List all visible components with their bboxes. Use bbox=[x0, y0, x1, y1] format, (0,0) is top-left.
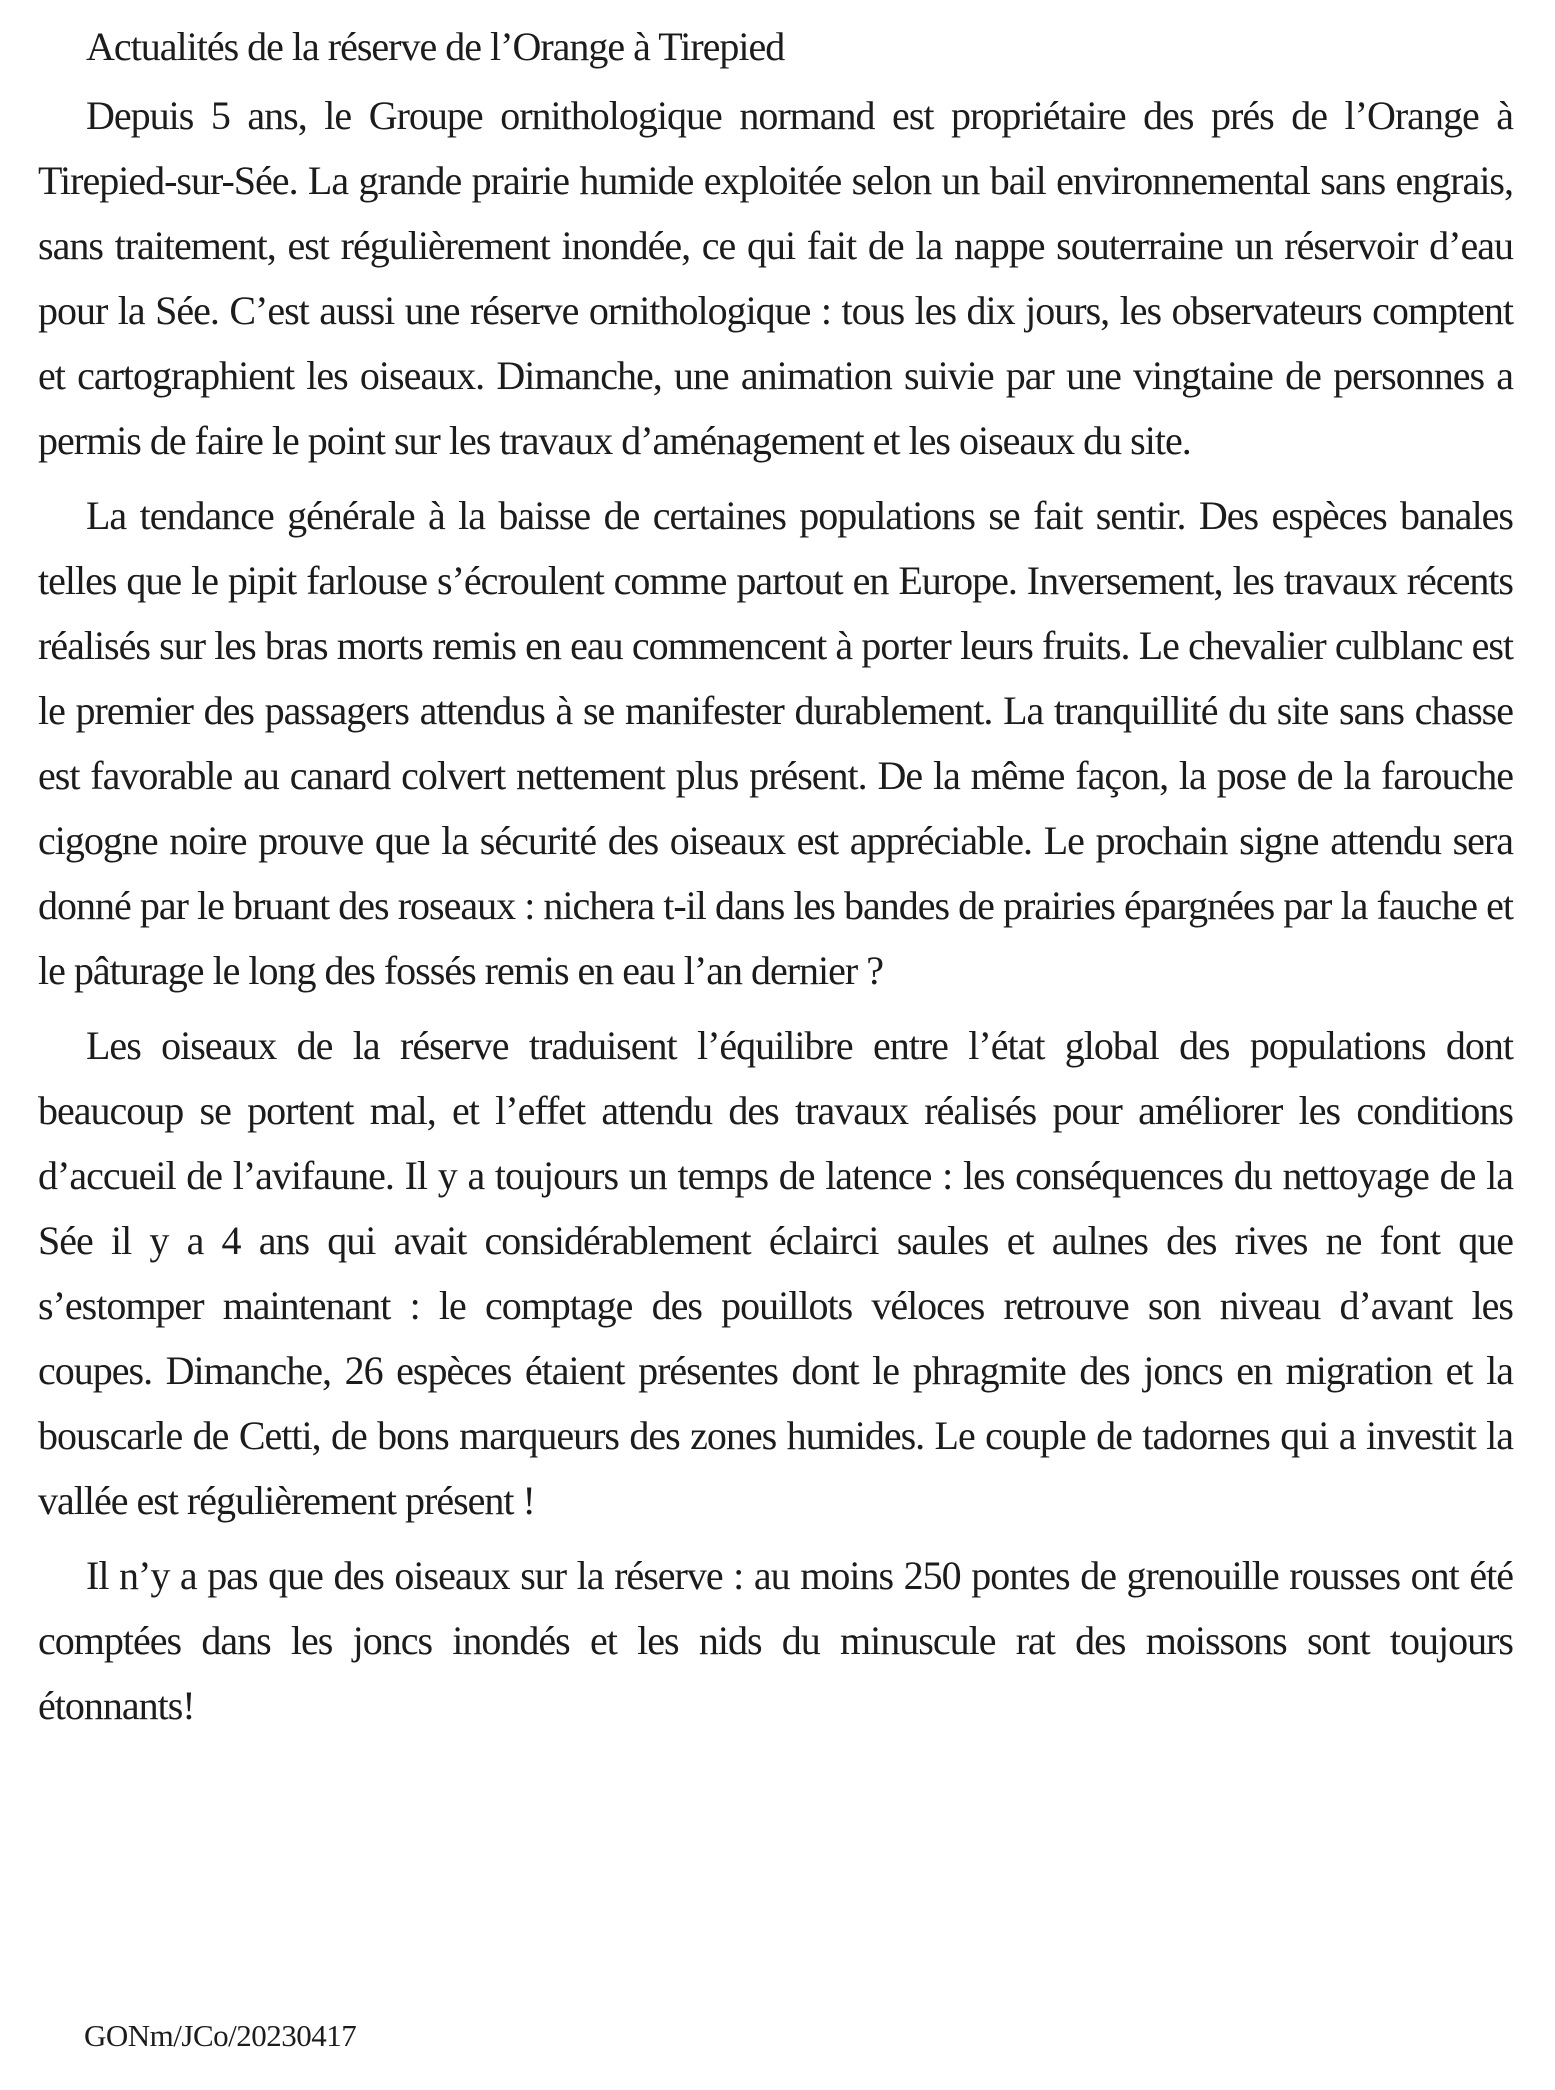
paragraph-other-wildlife: Il n’y a pas que des oiseaux sur la réserve : au moins 250 pontes de grenouille rousses ont été comptées dans les joncs inondés et les nids du minuscule rat des moissons sont toujours étonnants! bbox=[38, 1553, 1513, 1728]
document-title: Actualités de la réserve de l’Orange à Tirepied bbox=[86, 24, 785, 69]
document-page bbox=[38, 14, 1513, 1748]
paragraph-population-trends: La tendance générale à la baisse de certaines populations se fait sentir. Des espèces banales telles que le pipit farlouse s’écroulent comme partout en Europe. Inversement, les travaux récents réalisés sur les bras morts remis en eau commencent à porter leurs fruits. Le chevalier culblanc est le premier des passagers attendus à se manifester durablement. La tranquillité du site sans chasse est favorable au canard colvert nettement plus présent. De la même façon, la pose de la farouche cigogne noire prouve que la sécurité des oiseaux est appréciable. Le prochain signe attendu sera donné par le bruant des roseaux : nichera t-il dans les bandes de prairies épargnées par la fauche et le pâturage le long des fossés remis en eau l’an dernier ? bbox=[38, 493, 1513, 993]
paragraph-bird-balance: Les oiseaux de la réserve traduisent l’équilibre entre l’état global des populations dont beaucoup se portent mal, et l’effet attendu des travaux réalisés pour améliorer les conditions d’accueil de l’avifaune. Il y a toujours un temps de latence : les conséquences du nettoyage de la Sée il y a 4 ans qui avait considérablement éclairci saules et aulnes des rives ne font que s’estomper maintenant : le comptage des pouillots véloces retrouve son niveau d’avant les coupes. Dimanche, 26 espèces étaient présentes dont le phragmite des joncs en migration et la bouscarle de Cetti, de bons marqueurs des zones humides. Le couple de tadornes qui a investit la vallée est régulièrement présent ! bbox=[38, 1023, 1513, 1523]
paragraph-intro: Depuis 5 ans, le Groupe ornithologique normand est propriétaire des prés de l’Orange à Tirepied-sur-Sée. La grande prairie humide exploitée selon un bail environnemental sans engrais, sans traitement, est régulièrement inondée, ce qui fait de la nappe souterraine un réservoir d’eau pour la Sée. C’est aussi une réserve ornithologique : tous les dix jours, les observateurs comptent et cartographient les oiseaux. Dimanche, une animation suivie par une vingtaine de personnes a permis de faire le point sur les travaux d’aménagement et les oiseaux du site. bbox=[38, 93, 1513, 463]
document-footer-reference: GONm/JCo/20230417 bbox=[84, 2018, 357, 2053]
